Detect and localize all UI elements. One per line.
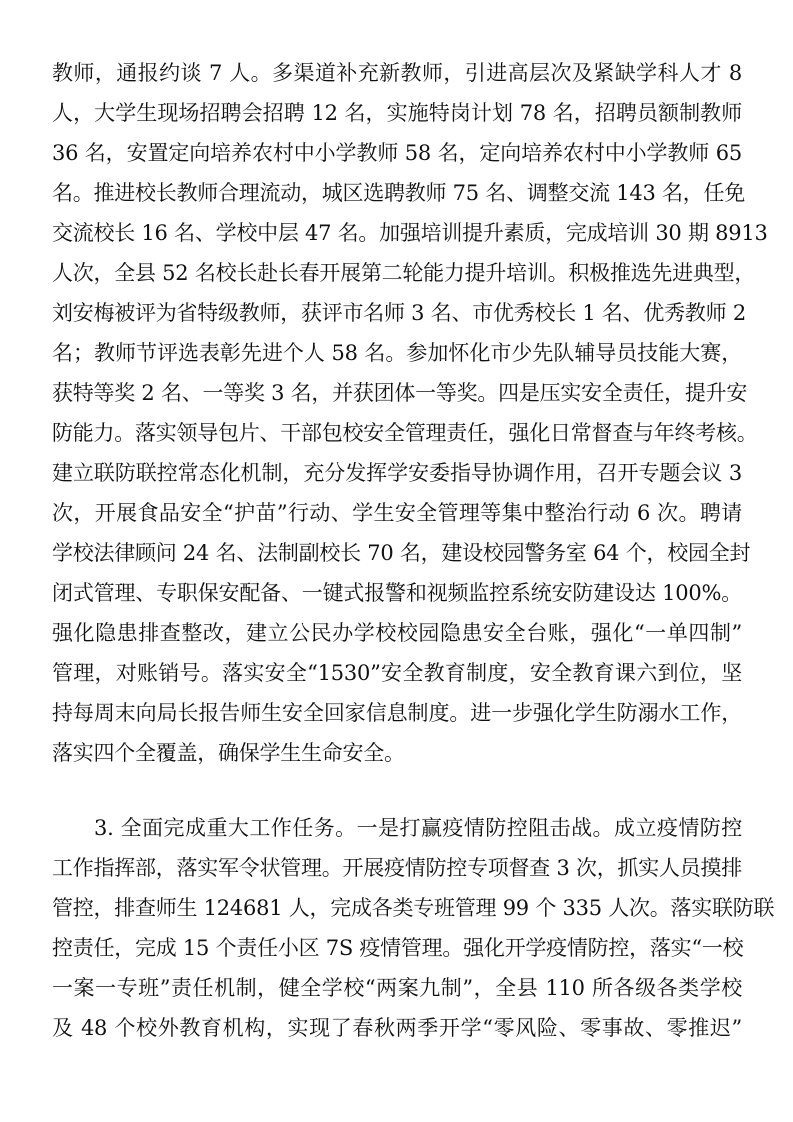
text-line: 获特等奖 2 名、一等奖 3 名，并获团体一等奖。四是压实安全责任，提升安 [52,381,748,405]
text-line: 教师，通报约谈 7 人。多渠道补充新教师，引进高层次及紧缺学科人才 8 [52,61,742,85]
paragraph-1 [52,53,768,773]
text-line: 学校法律顾问 24 名、法制副校长 70 名，建设校园警务室 64 个，校园全封 [52,541,751,565]
paragraph-2 [52,808,775,1048]
text-line: 建立联防联控常态化机制，充分发挥学安委指导协调作用，召开专题会议 3 [52,461,742,485]
text-line: 人次，全县 52 名校长赴长春开展第二轮能力提升培训。积极推选先进典型， [52,261,756,285]
text-line: 工作指挥部，落实军令状管理。开展疫情防控专项督查 3 次，抓实人员摸排 [52,856,742,880]
text-line: 交流校长 16 名、学校中层 47 名。加强培训提升素质，完成培训 30 期 8913 [52,221,768,245]
text-line: 名；教师节评选表彰先进个人 58 名。参加怀化市少先队辅导员技能大赛， [52,341,742,365]
text-line: 管理，对账销号。落实安全“1530”安全教育制度，安全教育课六到位，坚 [52,661,742,685]
text-line: 强化隐患排查整改，建立公民办学校校园隐患安全台账，强化“一单四制” [52,621,742,645]
text-line: 防能力。落实领导包片、干部包校安全管理责任，强化日常督查与年终考核。 [52,421,758,445]
text-line: 刘安梅被评为省特级教师，获评市名师 3 名、市优秀校长 1 名、优秀教师 2 [52,301,746,325]
text-line: 3. 全面完成重大工作任务。一是打赢疫情防控阻击战。成立疫情防控 [94,816,742,840]
text-line: 名。推进校长教师合理流动，城区选聘教师 75 名、调整交流 143 名，任免 [52,181,746,205]
text-line: 人，大学生现场招聘会招聘 12 名，实施特岗计划 78 名，招聘员额制教师 [52,101,742,125]
text-line: 闭式管理、专职保安配备、一键式报警和视频监控系统安防建设达 100%。 [52,581,742,605]
text-line: 管控，排查师生 124681 人，完成各类专班管理 99 个 335 人次。落实联防联 [52,896,775,920]
text-line: 及 48 个校外教育机构，实现了春秋两季开学“零风险、零事故、零推迟” [52,1016,742,1040]
text-line: 次，开展食品安全“护苗”行动、学生安全管理等集中整治行动 6 次。聘请 [52,501,742,525]
text-line: 持每周末向局长报告师生安全回家信息制度。进一步强化学生防溺水工作， [52,701,742,725]
text-line: 落实四个全覆盖，确保学生生命安全。 [52,741,405,765]
text-line: 一案一专班”责任机制，健全学校“两案九制”，全县 110 所各级各类学校 [52,976,742,1000]
text-line: 控责任，完成 15 个责任小区 7S 疫情管理。强化开学疫情防控，落实“一校 [52,936,744,960]
text-line: 36 名，安置定向培养农村中小学教师 58 名，定向培养农村中小学教师 65 [52,141,742,165]
